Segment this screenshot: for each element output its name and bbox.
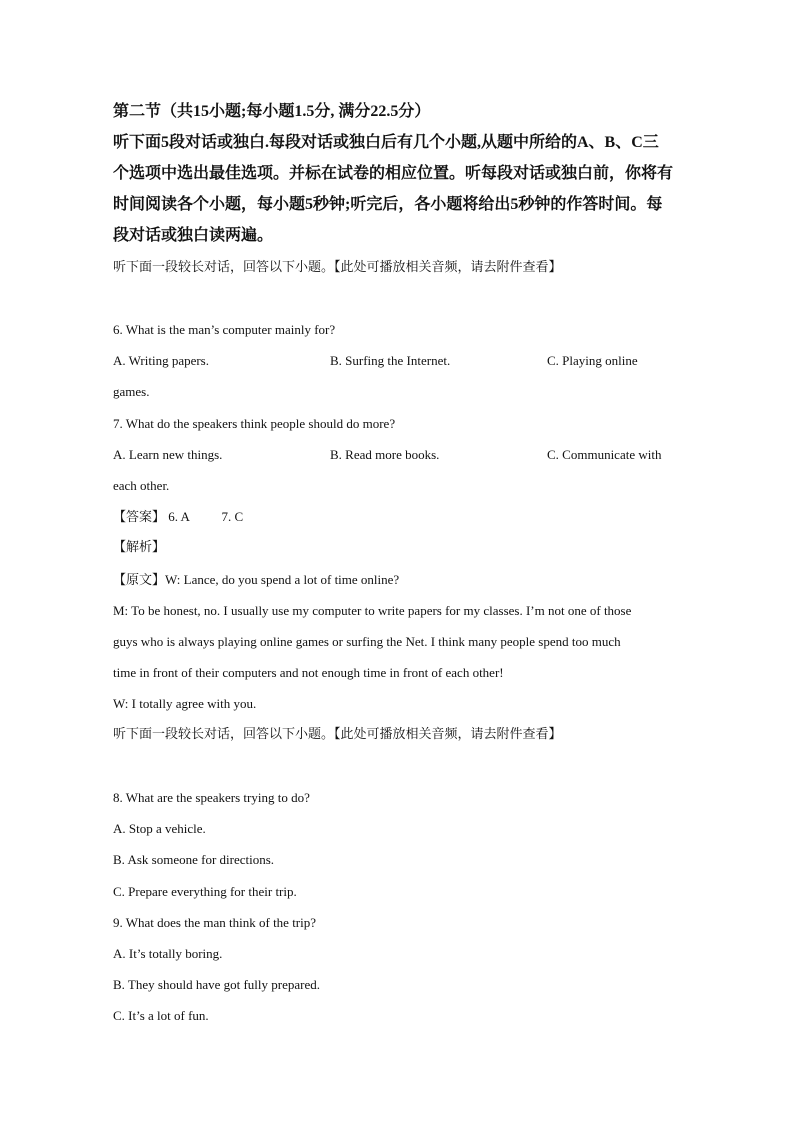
question-8-option-c: C. Prepare everything for their trip. bbox=[113, 884, 297, 899]
transcript-line-1 bbox=[113, 572, 399, 589]
answer-7: 7. C bbox=[221, 509, 244, 524]
question-6-option-b: B. Surfing the Internet. bbox=[330, 353, 451, 368]
question-9-option-a: A. It’s totally boring. bbox=[113, 946, 223, 961]
question-7-option-b: B. Read more books. bbox=[330, 447, 440, 462]
instruction-line-3: 时间阅读各个小题，每小题5秒钟;听完后，各小题将给出5秒钟的作答时间。每 bbox=[113, 196, 663, 213]
question-8-stem: 8. What are the speakers trying to do? bbox=[113, 790, 310, 805]
question-6-option-c-wrap: games. bbox=[113, 384, 150, 399]
transcript-text: W: Lance, do you spend a lot of time online? bbox=[165, 572, 400, 587]
question-8-option-b: B. Ask someone for directions. bbox=[113, 852, 275, 867]
question-7-option-c-wrap: each other. bbox=[113, 478, 170, 493]
question-7-stem: 7. What do the speakers think people should do more? bbox=[113, 416, 396, 431]
answer-6: 6. A bbox=[168, 509, 190, 524]
analysis-tag: 【解析】 bbox=[113, 540, 166, 555]
question-6-option-c: C. Playing online bbox=[547, 353, 638, 368]
transcript-tag: 【原文】 bbox=[113, 573, 166, 588]
question-9-stem: 9. What does the man think of the trip? bbox=[113, 915, 317, 930]
instruction-line-2: 个选项中选出最佳选项。并标在试卷的相应位置。听每段对话或独白前，你将有 bbox=[113, 165, 674, 182]
instruction-line-4: 段对话或独白读两遍。 bbox=[113, 227, 274, 244]
instruction-line-1: 听下面5段对话或独白.每段对话或独白后有几个小题,从题中所给的A、B、C三 bbox=[113, 134, 659, 151]
transcript-line-5: W: I totally agree with you. bbox=[113, 696, 257, 711]
answer-tag: 【答案】 bbox=[113, 510, 166, 525]
transcript-line-3: guys who is always playing online games or surfing the Net. I think many people spend too much bbox=[113, 634, 621, 649]
transcript-line-4: time in front of their computers and not enough time in front of each other! bbox=[113, 665, 504, 680]
question-6-stem: 6. What is the man’s computer mainly for? bbox=[113, 322, 336, 337]
question-6-option-a: A. Writing papers. bbox=[113, 353, 209, 368]
question-7-option-a: A. Learn new things. bbox=[113, 447, 223, 462]
question-9-option-c: C. It’s a lot of fun. bbox=[113, 1008, 209, 1023]
answer-line bbox=[113, 509, 243, 526]
question-9-option-b: B. They should have got fully prepared. bbox=[113, 977, 320, 992]
question-8-option-a: A. Stop a vehicle. bbox=[113, 821, 206, 836]
question-7-option-c: C. Communicate with bbox=[547, 447, 662, 462]
section-header: 第二节（共15小题;每小题1.5分, 满分22.5分） bbox=[113, 103, 431, 120]
part2-intro: 听下面一段较长对话，回答以下小题。【此处可播放相关音频，请去附件查看】 bbox=[113, 727, 562, 742]
part1-intro: 听下面一段较长对话，回答以下小题。【此处可播放相关音频，请去附件查看】 bbox=[113, 260, 562, 275]
transcript-line-2: M: To be honest, no. I usually use my computer to write papers for my classes. I’m not one of those bbox=[113, 603, 632, 618]
